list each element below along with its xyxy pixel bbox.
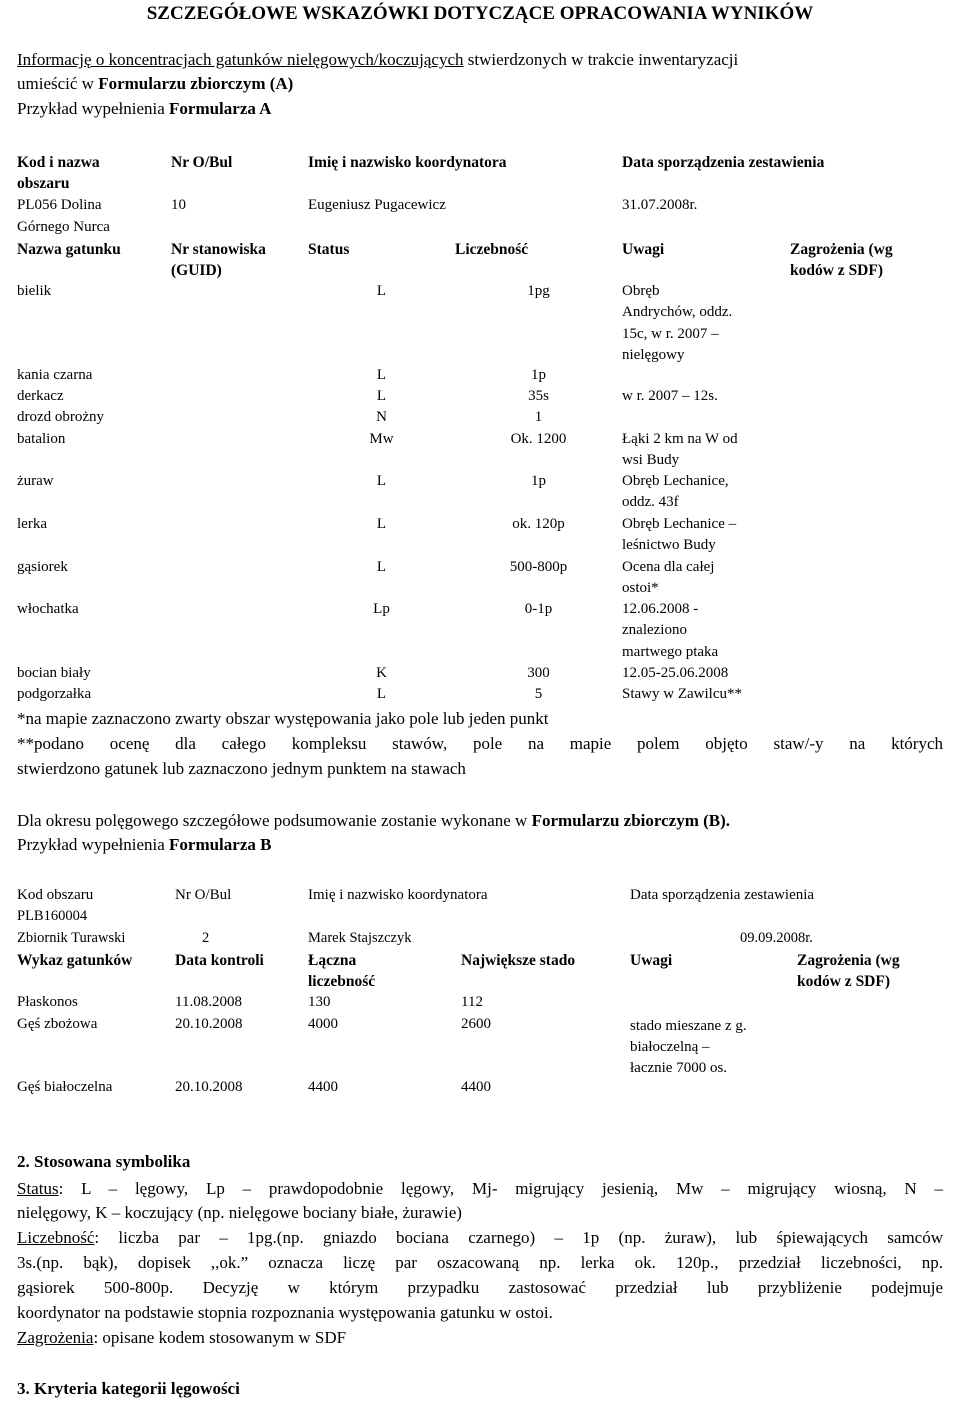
notes-line: martwego ptaka [622,643,719,660]
notes-line: 12.05-25.06.2008 [622,665,729,681]
form-b-intro-line-2 [17,835,271,855]
form-b-col-largest: Największe stado [461,952,576,969]
form-b-date-label: Data sporządzenia zestawienia [630,887,815,903]
form-a-date-value: 31.07.2008r. [622,197,698,213]
species-name: Gęś zbożowa [17,1016,98,1032]
status-value: L [376,473,387,489]
threat-legend [17,1328,346,1348]
control-date: 20.10.2008 [175,1079,243,1095]
form-a-area-value-2: Górnego Nurca [17,219,110,235]
species-name: bielik [17,283,52,299]
footnote-1: *na mapie zaznaczono zwarty obszar występowania jako pole lub jeden punkt [17,709,549,728]
notes-line: ostoi* [622,580,659,597]
status-legend-text: : L – lęgowy, Lp – prawdopodobnie lęgowy, Mj- migrujący jesienią, Mw – migrujący wiosną, N – [58,1179,943,1198]
status-value: L [376,559,387,575]
form-a-col-notes: Uwagi [622,241,665,258]
form-a-col-threats: Zagrożenia (wg [790,241,893,258]
largest-flock: 2600 [461,1016,491,1032]
count-value: 300 [527,665,550,681]
notes-line: Andrychów, oddz. [622,304,733,321]
form-b-date-value: 09.09.2008r. [740,930,813,946]
largest-flock: 4400 [461,1079,491,1095]
form-b-intro-line-2-prefix: Przykład wypełnienia [17,835,170,854]
notes-line: znaleziono [622,622,687,639]
form-a-date-label: Data sporządzenia zestawienia [622,154,825,171]
form-a-nr-value: 10 [171,197,186,213]
form-b-area-value-2: Zbiornik Turawski [17,930,126,946]
status-value: L [376,388,387,404]
form-b-nr-value: 2 [202,930,210,946]
notes-line: Stawy w Zawilcu** [622,686,742,702]
form-b-area-value: PLB160004 [17,908,88,924]
form-a-coordinator-value: Eugeniusz Pugacewicz [308,197,446,213]
form-a-area-label-2: obszaru [17,175,70,192]
status-value: Mw [369,431,394,447]
count-value: 1pg [527,283,550,299]
count-value: 1 [534,409,543,425]
form-a-col-station: Nr stanowiska [171,241,266,258]
count-legend-line-3: gąsiorek 500-800p. Decyzję w którym przypadku zastosować przedział lub przybliżenie podejmuje [17,1278,943,1297]
intro-line-3 [17,99,271,119]
control-date: 11.08.2008 [175,994,242,1010]
control-date: 20.10.2008 [175,1016,243,1032]
notes-line: białoczelną – [630,1039,710,1055]
form-a-col-status: Status [308,241,350,258]
count-legend-text: : liczba par – 1pg.(np. gniazdo bociana czarnego) – 1p (np. żuraw), lub śpiewających samców [94,1228,943,1247]
total-count: 4000 [308,1016,338,1032]
notes-line: Obręb [622,283,660,299]
form-b-col-notes: Uwagi [630,952,673,969]
form-b-coordinator-value: Marek Stajszczyk [308,930,412,946]
species-name: drozd obrożny [17,409,105,425]
form-a-area-value: PL056 Dolina [17,197,102,213]
species-name: derkacz [17,388,64,404]
formularz-b-reference: Formularzu zbiorczym (B). [531,811,731,830]
total-count: 130 [308,994,331,1010]
intro-line-3-prefix: Przykład wypełnienia [17,99,170,118]
status-value: K [376,665,387,681]
form-b-coordinator-label: Imię i nazwisko koordynatora [308,887,488,903]
form-a-col-threats-2: kodów z SDF) [790,262,884,279]
notes-line: leśnictwo Budy [622,537,716,554]
notes-line: stado mieszane z g. [630,1018,747,1034]
status-value: L [376,516,387,532]
status-value: Lp [373,601,390,617]
form-a-col-species: Nazwa gatunku [17,241,121,258]
form-a-col-station-2: (GUID) [171,262,222,279]
intro-rest-text: stwierdzonych w trakcie inwentaryzacji [467,50,739,69]
form-b-nr-label: Nr O/Bul [175,887,232,903]
formularz-a-reference: Formularzu zbiorczym (A) [98,74,294,93]
total-count: 4400 [308,1079,338,1095]
form-b-col-species: Wykaz gatunków [17,952,133,969]
footnote-2-line-1: **podano ocenę dla całego kompleksu stawów, pole na mapie polem objęto staw/-y na których [17,734,943,753]
footnote-2-line-2: stwierdzono gatunek lub zaznaczono jednym punktem na stawach [17,759,466,778]
status-legend-line-2: nielęgowy, K – koczujący (np. nielęgowe bociany białe, żurawie) [17,1203,462,1222]
intro-line-1 [17,50,738,70]
count-legend-label: Liczebność [17,1228,95,1247]
species-name: Płaskonos [17,994,78,1010]
species-name: włochatka [17,601,79,617]
form-b-area-label: Kod obszaru [17,887,94,903]
intro-underlined-text: Informację o koncentracjach gatunków nielęgowych/koczujących [17,50,464,69]
form-b-intro-prefix: Dla okresu polęgowego szczegółowe podsumowanie zostanie wykonane w [17,811,532,830]
intro-line-2-prefix: umieścić w [17,74,99,93]
status-legend-line-1 [17,1179,943,1199]
species-name: podgorzałka [17,686,92,702]
count-value: 1p [531,473,546,489]
form-b-col-threats-2: kodów z SDF) [797,973,891,990]
form-a-nr-label: Nr O/Bul [171,154,233,171]
count-value: 5 [534,686,543,702]
form-b-col-total-2: liczebność [308,973,376,990]
status-value: L [376,283,387,299]
notes-line: oddz. 43f [622,494,679,511]
form-a-area-label: Kod i nazwa [17,154,100,171]
count-legend-line-1 [17,1228,943,1248]
notes-line: w r. 2007 – 12s. [622,388,718,404]
threat-legend-text: : opisane kodem stosowanym w SDF [93,1328,347,1347]
count-value: 1p [531,367,546,383]
species-name: Gęś białoczelna [17,1079,113,1095]
form-b-intro-line-1 [17,811,730,831]
intro-line-2 [17,74,293,94]
form-b-col-total: Łączna [308,952,357,969]
formularz-b-title: Formularza B [169,835,272,854]
species-name: żuraw [17,473,54,489]
status-value: L [376,367,387,383]
notes-line: łacznie 7000 os. [630,1060,728,1076]
species-name: kania czarna [17,367,93,383]
count-value: ok. 120p [512,516,565,532]
species-name: batalion [17,431,66,447]
formularz-a-title: Formularza A [169,99,272,118]
status-legend-label: Status [17,1179,59,1198]
form-b-col-threats: Zagrożenia (wg [797,952,900,969]
notes-line: 15c, w r. 2007 – [622,325,719,342]
count-legend-line-4: koordynator na podstawie stopnia rozpoznania występowania gatunku w ostoi. [17,1303,553,1322]
count-value: 35s [528,388,549,404]
count-value: Ok. 1200 [510,431,567,447]
count-value: 0-1p [524,601,553,617]
count-value: 500-800p [509,559,568,575]
status-value: L [376,686,387,702]
notes-line: Łąki 2 km na W od [622,431,738,447]
notes-line: Ocena dla całej [622,559,715,575]
species-name: gąsiorek [17,559,68,575]
species-name: lerka [17,516,47,532]
notes-line: Obręb Lechanice – [622,516,737,532]
notes-line: Obręb Lechanice, [622,473,729,489]
notes-line: wsi Budy [622,452,680,469]
form-b-col-date: Data kontroli [175,952,264,969]
notes-line: nielęgowy [622,346,685,363]
count-legend-line-2: 3s.(np. bąk), dopisek ,,ok.” oznacza liczę par oszacowaną np. lerka ok. 120p., przedział liczebności, np. [17,1253,943,1272]
section-2-heading: 2. Stosowana symbolika [17,1152,191,1171]
species-name: bocian biały [17,665,91,681]
largest-flock: 112 [461,994,483,1010]
page-title: SZCZEGÓŁOWE WSKAZÓWKI DOTYCZĄCE OPRACOWANIA WYNIKÓW [146,3,814,24]
threat-legend-label: Zagrożenia [17,1328,94,1347]
section-3-heading: 3. Kryteria kategorii lęgowości [17,1379,240,1398]
status-value: N [376,409,387,425]
notes-line: 12.06.2008 - [622,601,699,617]
form-a-coordinator-label: Imię i nazwisko koordynatora [308,154,507,171]
form-a-col-count: Liczebność [455,241,529,258]
